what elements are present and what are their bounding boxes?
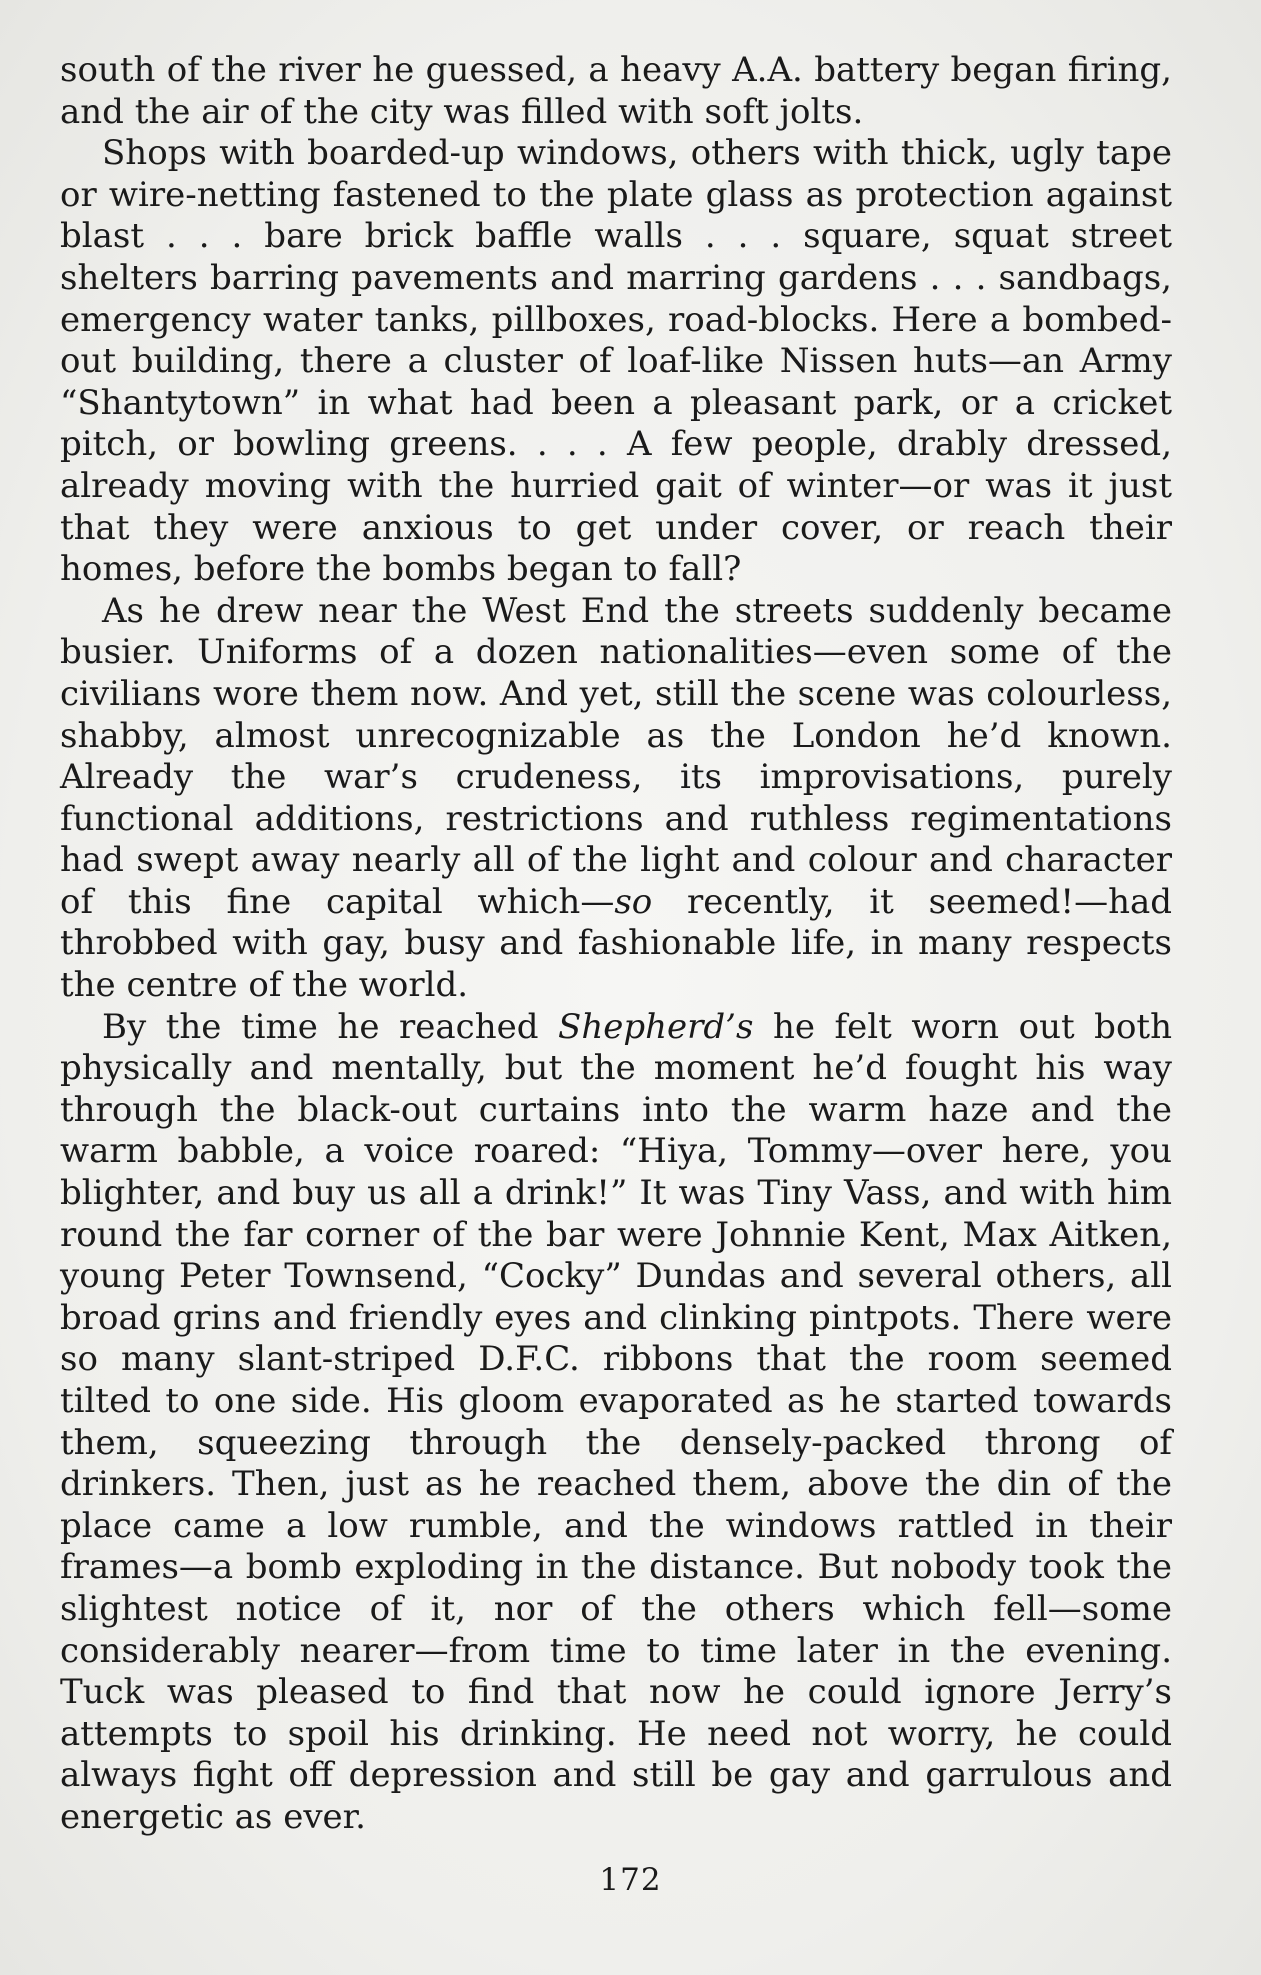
- paragraph-4-italic: Shepherd’s: [558, 1006, 754, 1047]
- page-number: 172: [599, 1862, 662, 1898]
- paragraph-4-part-b: he felt worn out both physically and mentally, but the moment he’d fought his way through the black-out curtains into the warm haze and the warm babble, a voice roared: “Hiya, Tommy—over here, you blighter, and buy us all a drink!” It was Tiny Vass, and with him round the far corner of the bar were Johnnie Kent, Max Aitken, young Peter Townsend, “Cocky” Dundas and several others, all broad grins and friendly eyes and clinking pintpots. There were so many slant-striped D.F.C. ribbons that the room seemed tilted to one side. His gloom evaporated as he started towards them, squeezing through the densely-packed throng of drinkers. Then, just as he reached them, above the din of the place came a low rumble, and the windows rattled in their frames—a bomb exploding in the distance. But nobody took the slightest notice of it, nor of the others which fell—some considerably nearer—from time to time later in the evening. Tuck was pleased to find that now he could ignore Jerry’s attempts to spoil his drinking. He need not worry, he could always fight off depression and still be gay and garrulous and energetic as ever.: [60, 1006, 1172, 1837]
- paragraph-3-part-a: As he drew near the West End the streets suddenly became busier. Uniforms of a dozen nationalities—even some of the civilians wore them now. And yet, still the scene was colourless, shabby, almost unrecognizable as the London he’d known. Already the war’s crudeness, its improvisations, purely functional additions, restrictions and ruthless regimentations had swept away nearly all of the light and colour and character of this fine capital which—: [60, 590, 1172, 922]
- paragraph-4: [60, 1007, 1172, 1839]
- paragraph-3-italic: so: [614, 881, 653, 922]
- paragraph-1: south of the river he guessed, a heavy A.A. battery began firing, and the air of the city was filled with soft jolts.: [60, 50, 1172, 132]
- paragraph-2: Shops with boarded-up windows, others with thick, ugly tape or wire-netting fastened to the plate glass as protection against blast . . . bare brick baffle walls . . . square, squat street shelters barring pavements and marring gardens . . . sandbags, emergency water tanks, pillboxes, road-blocks. Here a bombed-out building, there a cluster of loaf-like Nissen huts—an Army “Shantytown” in what had been a pleasant park, or a cricket pitch, or bowling greens. . . . A few people, drably dressed, already moving with the hurried gait of winter—or was it just that they were anxious to get under cover, or reach their homes, before the bombs began to fall?: [60, 133, 1172, 590]
- body-text: [60, 50, 1172, 1839]
- paragraph-4-part-a: By the time he reached: [102, 1006, 559, 1047]
- paragraph-3-part-b: recently, it seemed!—had throbbed with gay, busy and fashionable life, in many respects the centre of the world.: [60, 881, 1173, 1006]
- paragraph-3: [60, 591, 1172, 1007]
